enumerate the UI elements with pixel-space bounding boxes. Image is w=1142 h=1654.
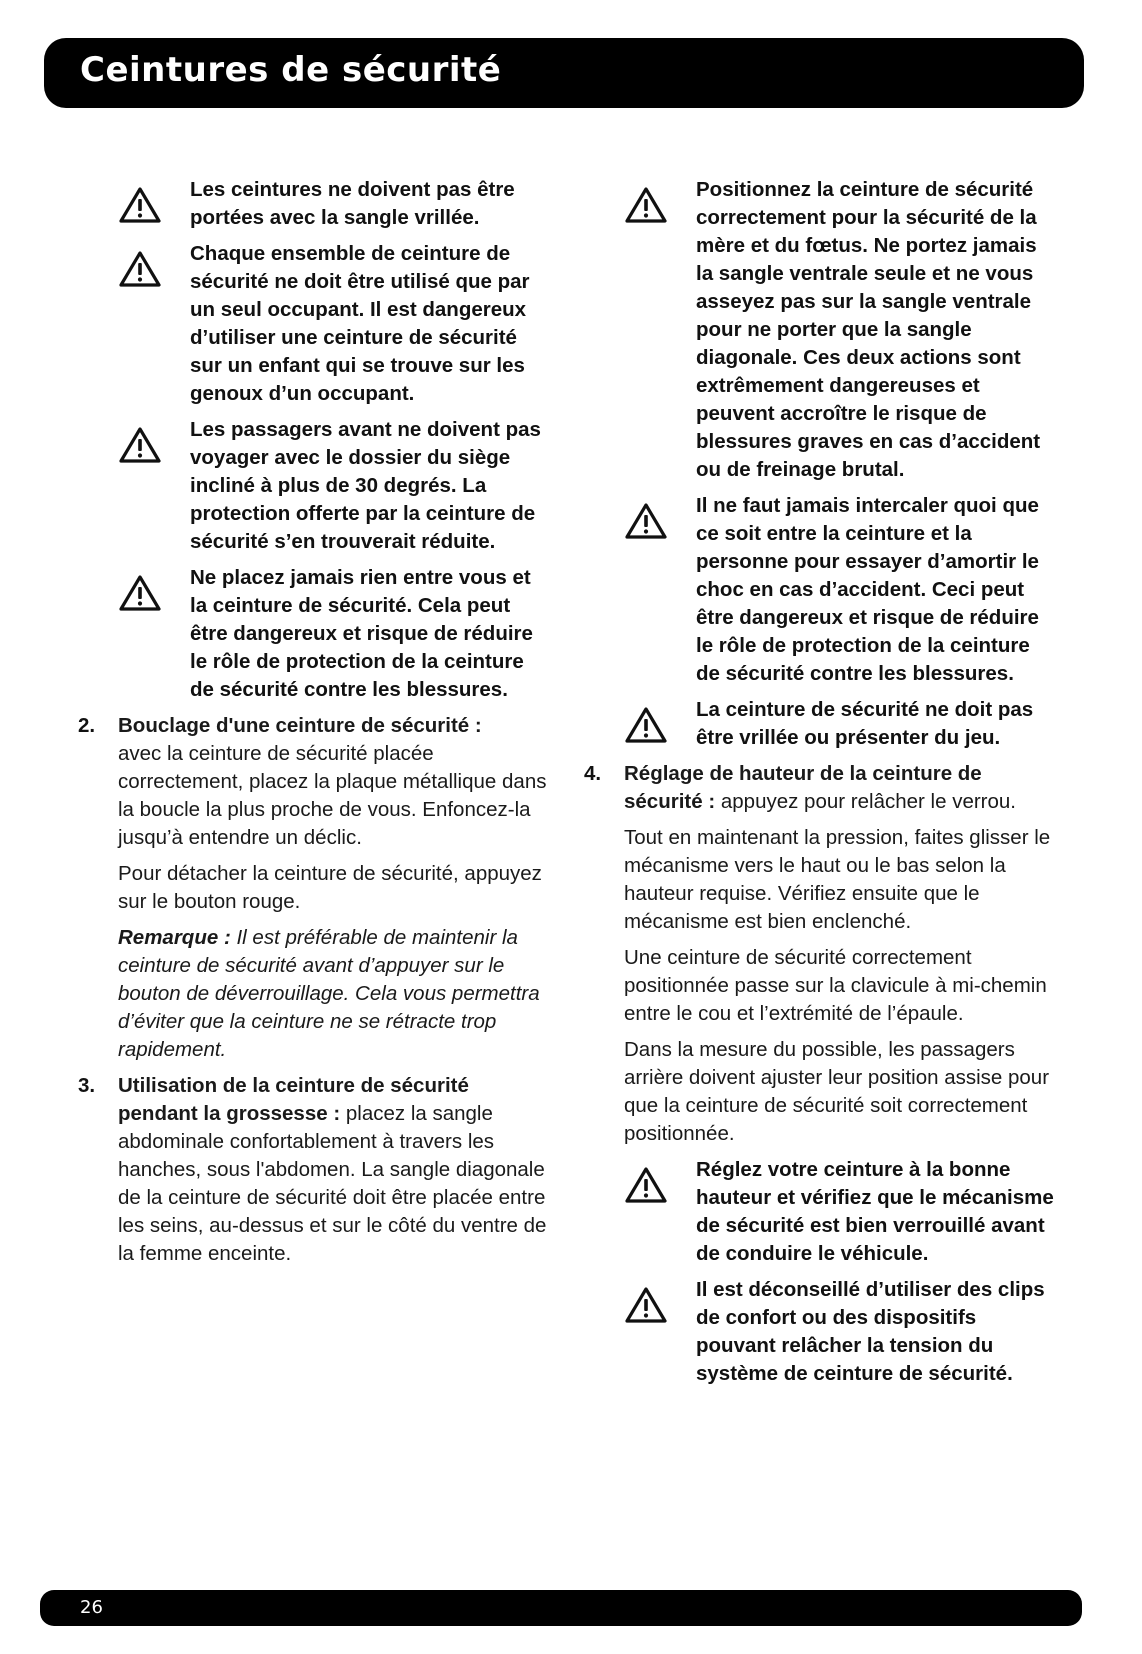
note-text: Il est préférable de maintenir la ceinture de sécurité avant d’appuyer sur le bouton de déverrouillage. Cela vous permettra d’éviter que la ceinture ne se rétracte trop rapidement.: [118, 926, 540, 1061]
detach-text: Pour détacher la ceinture de sécurité, appuyez sur le bouton rouge.: [118, 862, 542, 913]
warning-triangle-icon: [624, 502, 668, 540]
left-column: [78, 176, 548, 1276]
warning-block: [78, 176, 548, 232]
warning-block: [78, 240, 548, 408]
warning-triangle-icon: [118, 186, 162, 224]
item-heading: Réglage de hauteur de la ceinture de sécurité :: [624, 762, 982, 813]
footer-bar: [40, 1590, 1082, 1626]
right-column: [584, 176, 1054, 1396]
item-number: 4.: [584, 762, 602, 785]
warning-triangle-icon: [118, 574, 162, 612]
warning-triangle-icon: [624, 1286, 668, 1324]
warning-triangle-icon: [118, 250, 162, 288]
warning-text: Positionnez la ceinture de sécurité correctement pour la sécurité de la mère et du fœtus. Ne portez jamais la sangle ventrale seule et ne vous asseyez pas sur la sangle ventrale pour ne porter que la sangle diagonale. Ces deux actions sont extrêmement dangereuses et peuvent accroître le risque de blessures graves en cas d’accident ou de freinage brutal.: [696, 178, 1041, 481]
body-paragraph: Dans la mesure du possible, les passagers arrière doivent ajuster leur position assise pour que la ceinture de sécurité soit correctement positionnée.: [624, 1038, 1050, 1145]
item-paragraph: [118, 1072, 548, 1268]
note-label: Remarque :: [118, 926, 231, 949]
item-heading: Utilisation de la ceinture de sécurité pendant la grossesse :: [118, 1074, 469, 1125]
item-number: 2.: [78, 714, 96, 737]
item-paragraph: [118, 712, 548, 852]
item-paragraph: [624, 760, 1054, 816]
page-title: Ceintures de sécurité: [80, 50, 502, 90]
warning-text: Réglez votre ceinture à la bonne hauteur et vérifiez que le mécanisme de sécurité est bien verrouillé avant de conduire le véhicule.: [696, 1158, 1054, 1265]
warning-text: Chaque ensemble de ceinture de sécurité ne doit être utilisé que par un seul occupant. Il est dangereux d’utiliser une ceinture de sécurité sur un enfant qui se trouve sur les genoux d’un occupant.: [190, 242, 530, 405]
warning-block: [78, 564, 548, 704]
warning-text: Ne placez jamais rien entre vous et la ceinture de sécurité. Cela peut être dangereux et risque de réduire le rôle de protection de la ceinture de sécurité contre les blessures.: [190, 566, 533, 701]
warning-block: [584, 1276, 1054, 1388]
warning-block: [584, 1156, 1054, 1268]
warning-block: [584, 696, 1054, 752]
warning-triangle-icon: [624, 186, 668, 224]
item-text: placez la sangle abdominale confortablement à travers les hanches, sous l'abdomen. La sangle diagonale de la ceinture de sécurité doit être placée entre les seins, au-dessus et sur le côté du ventre de la femme enceinte.: [118, 1102, 547, 1265]
numbered-item-2: [78, 712, 548, 1064]
warning-text: Les passagers avant ne doivent pas voyager avec le dossier du siège incliné à plus de 30 degrés. La protection offerte par la ceinture de sécurité s’en trouverait réduite.: [190, 418, 541, 553]
body-paragraph: Tout en maintenant la pression, faites glisser le mécanisme vers le haut ou le bas selon la hauteur requise. Vérifiez ensuite que le mécanisme est bien enclenché.: [624, 826, 1051, 933]
warning-text: Il est déconseillé d’utiliser des clips de confort ou des dispositifs pouvant relâcher la tension du système de ceinture de sécurité.: [696, 1278, 1045, 1385]
numbered-item-4: [584, 760, 1054, 1148]
page-number: 26: [80, 1597, 103, 1618]
warning-text: Les ceintures ne doivent pas être portées avec la sangle vrillée.: [190, 178, 515, 229]
item-text: avec la ceinture de sécurité placée correctement, placez la plaque métallique dans la boucle la plus proche de vous. Enfoncez-la jusqu’à entendre un déclic.: [118, 742, 547, 849]
warning-text: La ceinture de sécurité ne doit pas être vrillée ou présenter du jeu.: [696, 698, 1034, 749]
warning-block: [584, 176, 1054, 484]
warning-block: [78, 416, 548, 556]
warning-block: [584, 492, 1054, 688]
warning-text: Il ne faut jamais intercaler quoi que ce soit entre la ceinture et la personne pour essayer d’amortir le choc en cas d’accident. Ceci peut être dangereux et risque de réduire le rôle de protection de la ceinture de sécurité contre les blessures.: [696, 494, 1039, 685]
note-paragraph: [118, 924, 548, 1064]
warning-triangle-icon: [624, 706, 668, 744]
numbered-item-3: [78, 1072, 548, 1268]
warning-triangle-icon: [118, 426, 162, 464]
body-paragraph: Une ceinture de sécurité correctement positionnée passe sur la clavicule à mi-chemin entre le cou et l’extrémité de l’épaule.: [624, 946, 1047, 1025]
item-number: 3.: [78, 1074, 96, 1097]
warning-triangle-icon: [624, 1166, 668, 1204]
item-heading: Bouclage d'une ceinture de sécurité :: [118, 714, 482, 737]
item-text: appuyez pour relâcher le verrou.: [720, 790, 1016, 813]
